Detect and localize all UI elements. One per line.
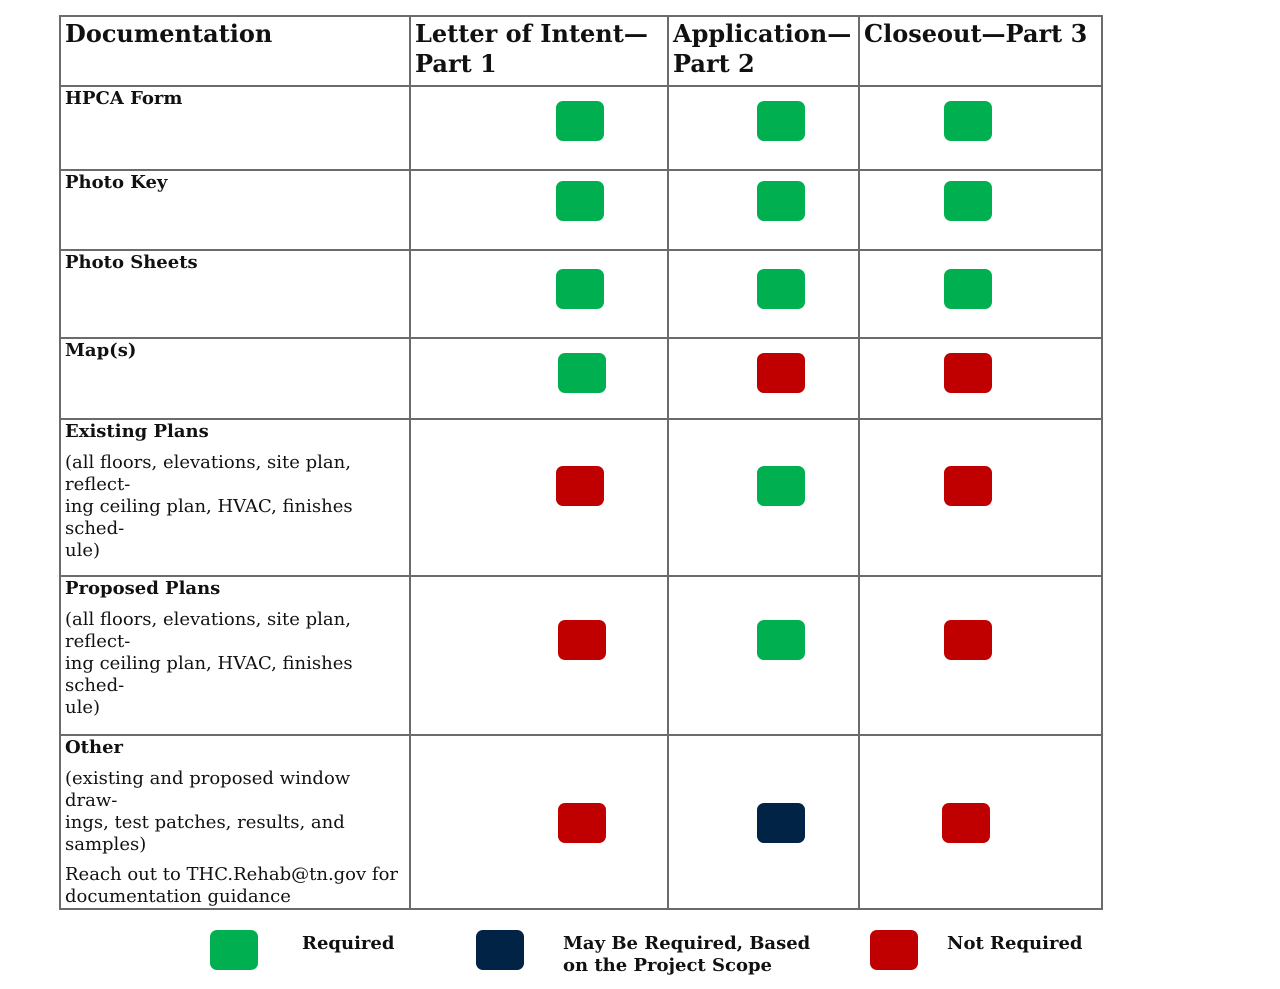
status-cell-part-3	[859, 419, 1102, 576]
status-cell-part-3	[859, 735, 1102, 909]
status-cell-part-1	[410, 338, 668, 419]
status-indicator-may-be-required	[757, 803, 805, 843]
status-indicator-required	[757, 620, 805, 660]
table-row	[60, 735, 1102, 909]
row-title-other: Other	[65, 737, 124, 758]
status-cell-part-1	[410, 170, 668, 250]
status-cell-part-1	[410, 86, 668, 170]
table-row	[60, 170, 1102, 250]
header-documentation: Documentation	[60, 16, 410, 86]
row-note: Reach out to THC.Rehab@tn.gov for documentation guidance	[65, 864, 399, 907]
status-indicator-required	[757, 269, 805, 309]
documentation-cell	[60, 170, 410, 250]
status-cell-part-2	[668, 250, 859, 338]
row-title-proposed-plans: Proposed Plans	[65, 578, 221, 599]
status-cell-part-1	[410, 419, 668, 576]
status-indicator-required	[556, 101, 604, 141]
table-row	[60, 419, 1102, 576]
row-description: (existing and proposed window draw- ings, test patches, results, and samples)	[65, 768, 351, 855]
documentation-requirements-table	[59, 15, 1103, 910]
header-part-3: Closeout—Part 3	[859, 16, 1102, 86]
status-indicator-not-required	[556, 466, 604, 506]
status-indicator-required	[944, 269, 992, 309]
row-title-photo-sheets: Photo Sheets	[65, 252, 198, 273]
status-indicator-required	[757, 466, 805, 506]
status-indicator-required	[556, 269, 604, 309]
status-indicator-required	[556, 181, 604, 221]
status-indicator-required	[757, 181, 805, 221]
status-cell-part-3	[859, 338, 1102, 419]
status-indicator-required	[944, 101, 992, 141]
status-indicator-not-required	[944, 620, 992, 660]
status-cell-part-3	[859, 576, 1102, 735]
table-row	[60, 86, 1102, 170]
row-title-existing-plans: Existing Plans	[65, 421, 209, 442]
status-cell-part-3	[859, 250, 1102, 338]
status-cell-part-2	[668, 170, 859, 250]
status-indicator-not-required	[558, 620, 606, 660]
legend-swatch-not	[870, 930, 918, 970]
status-cell-part-1	[410, 250, 668, 338]
status-indicator-not-required	[944, 353, 992, 393]
status-indicator-not-required	[757, 353, 805, 393]
row-description: (all floors, elevations, site plan, reflect- ing ceiling plan, HVAC, finishes sched- ule)	[65, 609, 353, 718]
status-cell-part-2	[668, 338, 859, 419]
status-indicator-required	[757, 101, 805, 141]
status-indicator-not-required	[558, 803, 606, 843]
header-part-1: Letter of Intent— Part 1	[410, 16, 668, 86]
header-part-2: Application— Part 2	[668, 16, 859, 86]
row-description: (all floors, elevations, site plan, reflect- ing ceiling plan, HVAC, finishes sched- ule)	[65, 452, 353, 561]
table-row	[60, 250, 1102, 338]
status-cell-part-3	[859, 86, 1102, 170]
documentation-cell	[60, 338, 410, 419]
status-indicator-not-required	[942, 803, 990, 843]
status-cell-part-2	[668, 86, 859, 170]
legend-label-maybe: May Be Required, Based on the Project Scope	[563, 933, 811, 976]
table-row	[60, 576, 1102, 735]
status-indicator-required	[944, 181, 992, 221]
documentation-cell	[60, 419, 410, 576]
legend-swatch-required	[210, 930, 258, 970]
documentation-cell	[60, 86, 410, 170]
status-indicator-required	[558, 353, 606, 393]
header-row	[60, 16, 1102, 86]
documentation-cell	[60, 735, 410, 909]
legend-swatch-maybe	[476, 930, 524, 970]
status-cell-part-1	[410, 735, 668, 909]
row-title-hpca-form: HPCA Form	[65, 88, 183, 109]
documentation-cell	[60, 250, 410, 338]
status-cell-part-2	[668, 735, 859, 909]
table-row	[60, 338, 1102, 419]
status-cell-part-2	[668, 419, 859, 576]
row-title-photo-key: Photo Key	[65, 172, 168, 193]
legend-label-required: Required	[302, 933, 395, 954]
table-body	[60, 86, 1102, 909]
status-cell-part-2	[668, 576, 859, 735]
legend-label-not: Not Required	[947, 933, 1083, 954]
status-cell-part-3	[859, 170, 1102, 250]
documentation-cell	[60, 576, 410, 735]
row-title-map-s: Map(s)	[65, 340, 137, 361]
status-cell-part-1	[410, 576, 668, 735]
status-indicator-not-required	[944, 466, 992, 506]
